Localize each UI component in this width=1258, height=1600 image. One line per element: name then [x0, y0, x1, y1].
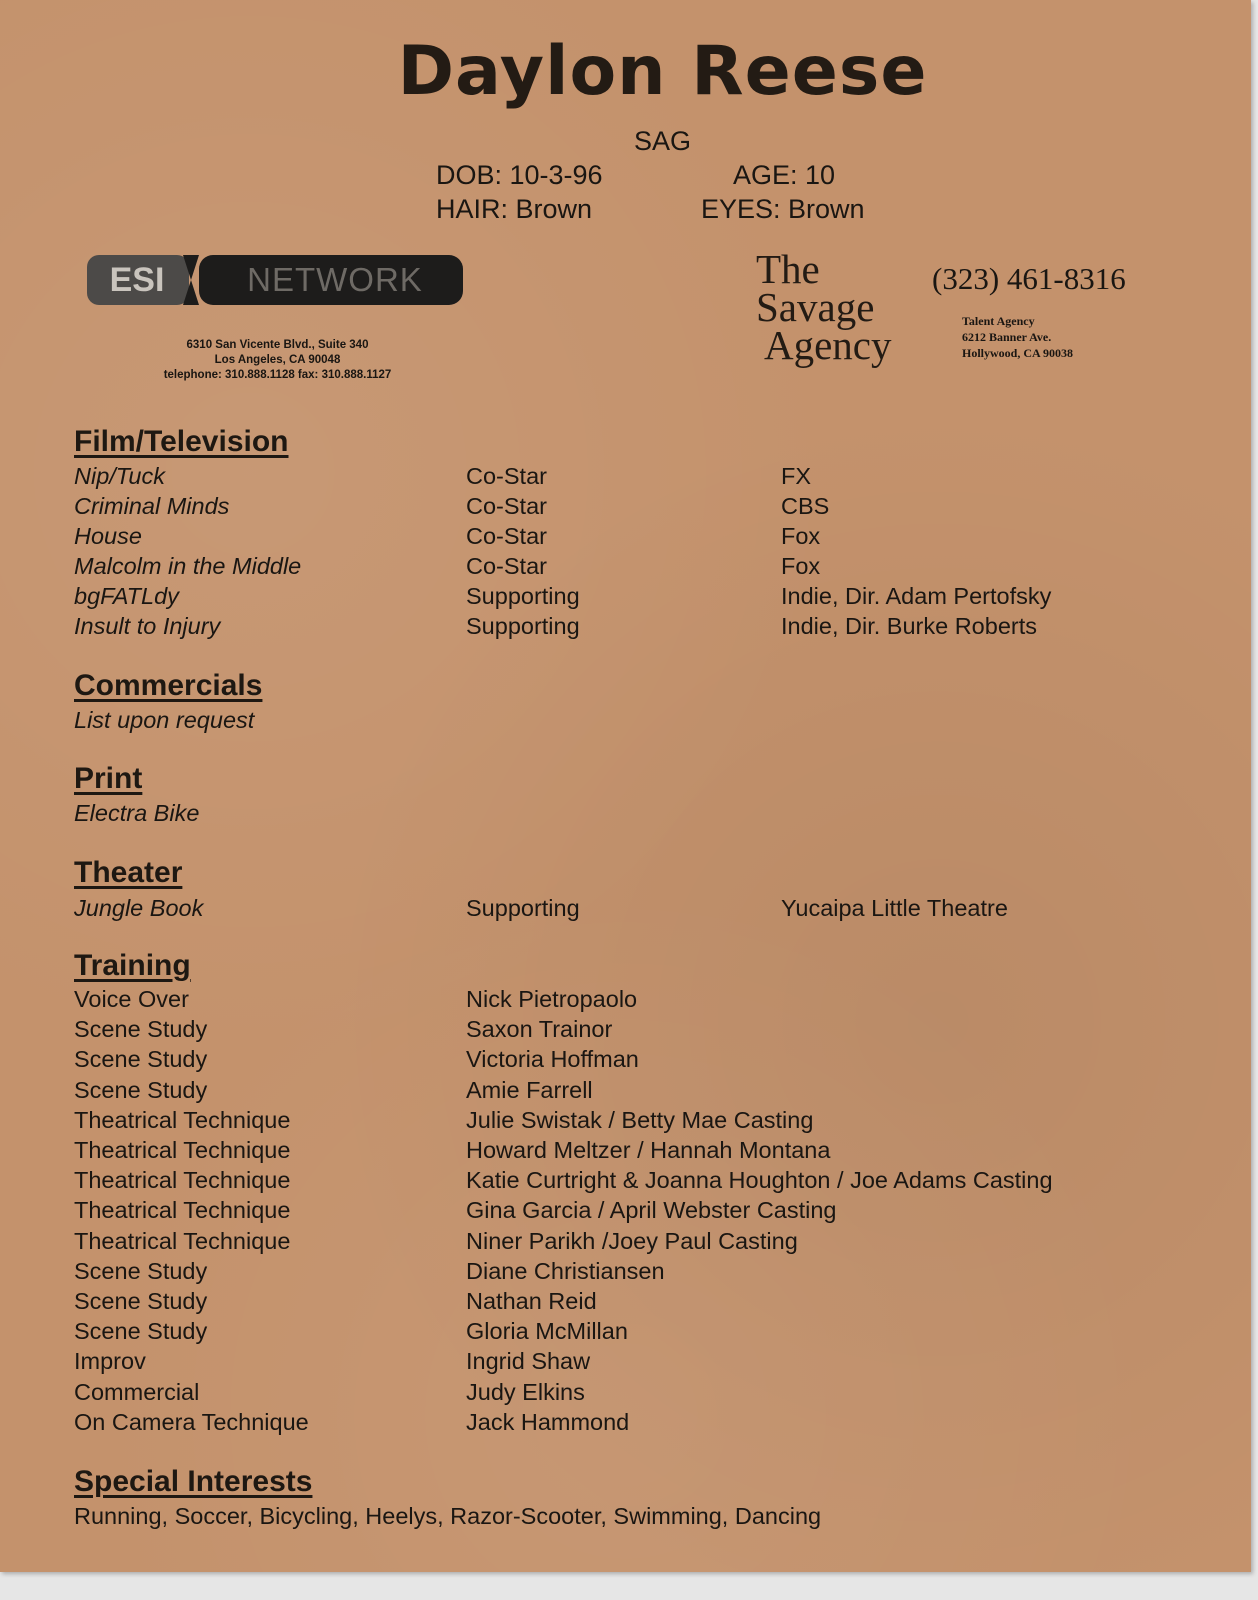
hair-color: HAIR: Brown [436, 194, 593, 224]
union-affiliation: SAG [633, 126, 692, 156]
training-teacher: Gloria McMillan [466, 1318, 628, 1344]
theater-venue: Yucaipa Little Theatre [781, 895, 1008, 921]
training-type: Commercial [74, 1379, 200, 1405]
film-tv-title: bgFATLdy [74, 583, 179, 609]
training-teacher: Nathan Reid [466, 1288, 597, 1314]
network-logo-text: NETWORK [247, 261, 423, 298]
training-type: Scene Study [74, 1258, 208, 1284]
age: AGE: 10 [733, 160, 836, 190]
training-teacher: Victoria Hoffman [466, 1046, 639, 1072]
training-teacher: Diane Christiansen [466, 1258, 665, 1284]
print-text: Electra Bike [74, 800, 200, 826]
theater-heading: Theater [74, 856, 183, 889]
agency-type: Talent Agency [962, 314, 1035, 328]
theater-role: Supporting [466, 895, 580, 921]
film-tv-heading: Film/Television [74, 425, 289, 458]
film-tv-network: Fox [781, 553, 821, 579]
esi-logo-text: ESI [109, 261, 165, 299]
training-type: Improv [74, 1348, 146, 1374]
film-tv-role: Supporting [466, 613, 580, 639]
training-teacher: Katie Curtright & Joanna Houghton / Joe Adams Casting [466, 1167, 1053, 1193]
training-type: Theatrical Technique [74, 1137, 291, 1163]
training-type: Scene Study [74, 1016, 208, 1042]
agency-street: 6212 Banner Ave. [962, 330, 1052, 344]
film-tv-network: FX [781, 463, 812, 489]
film-tv-role: Co-Star [466, 523, 547, 549]
agency-address-block [962, 313, 1073, 361]
training-type: Theatrical Technique [74, 1197, 291, 1223]
training-type: Scene Study [74, 1288, 208, 1314]
training-teacher: Jack Hammond [466, 1409, 630, 1435]
training-type: Voice Over [74, 986, 189, 1012]
film-tv-network: Indie, Dir. Adam Pertofsky [781, 583, 1052, 609]
training-teacher: Judy Elkins [466, 1379, 585, 1405]
film-tv-title: Malcolm in the Middle [74, 553, 302, 579]
theater-title: Jungle Book [74, 895, 204, 921]
training-type: Scene Study [74, 1046, 208, 1072]
film-tv-role: Co-Star [466, 493, 547, 519]
training-type: Scene Study [74, 1077, 208, 1103]
training-type: Theatrical Technique [74, 1228, 291, 1254]
savage-agency-logo [756, 246, 892, 368]
film-tv-role: Supporting [466, 583, 580, 609]
commercials-heading: Commercials [74, 669, 263, 702]
agency-city: Hollywood, CA 90038 [962, 346, 1074, 360]
film-tv-title: Nip/Tuck [74, 463, 165, 489]
esi-network-logo [87, 253, 463, 309]
film-tv-role: Co-Star [466, 553, 547, 579]
eye-color: EYES: Brown [701, 194, 865, 224]
esi-street: 6310 San Vicente Blvd., Suite 340 [186, 339, 369, 351]
dob: DOB: 10-3-96 [436, 160, 603, 190]
agency-phone: (323) 461-8316 [932, 261, 1126, 296]
film-tv-network: CBS [781, 493, 830, 519]
print-heading: Print [74, 762, 143, 795]
film-tv-title: House [74, 523, 142, 549]
training-teacher: Howard Meltzer / Hannah Montana [466, 1137, 831, 1163]
training-type: Theatrical Technique [74, 1107, 291, 1133]
training-teacher: Julie Swistak / Betty Mae Casting [466, 1107, 814, 1133]
training-type: On Camera Technique [74, 1409, 309, 1435]
commercials-text: List upon request [74, 707, 255, 733]
training-heading: Training [74, 949, 191, 982]
training-type: Scene Study [74, 1318, 208, 1344]
film-tv-network: Indie, Dir. Burke Roberts [781, 613, 1037, 639]
actor-name: Daylon Reese [397, 32, 928, 111]
training-teacher: Saxon Trainor [466, 1016, 613, 1042]
esi-address-block [120, 338, 435, 383]
training-teacher: Amie Farrell [466, 1077, 593, 1103]
agency-name-line2: Savage [756, 284, 875, 330]
film-tv-title: Insult to Injury [74, 613, 221, 639]
training-teacher: Nick Pietropaolo [466, 986, 638, 1012]
agency-name-line3: Agency [764, 322, 892, 368]
training-teacher: Gina Garcia / April Webster Casting [466, 1197, 837, 1223]
esi-city: Los Angeles, CA 90048 [214, 354, 341, 366]
agency-name-line1: The [756, 246, 820, 292]
film-tv-title: Criminal Minds [74, 493, 230, 519]
special-interests-heading: Special Interests [74, 1465, 313, 1498]
film-tv-network: Fox [781, 523, 821, 549]
esi-contact: telephone: 310.888.1128 fax: 310.888.1127 [163, 369, 392, 381]
training-teacher: Ingrid Shaw [466, 1348, 591, 1374]
training-type: Theatrical Technique [74, 1167, 291, 1193]
special-interests-text: Running, Soccer, Bicycling, Heelys, Razor-Scooter, Swimming, Dancing [74, 1503, 822, 1529]
film-tv-role: Co-Star [466, 463, 547, 489]
training-teacher: Niner Parikh /Joey Paul Casting [466, 1228, 798, 1254]
